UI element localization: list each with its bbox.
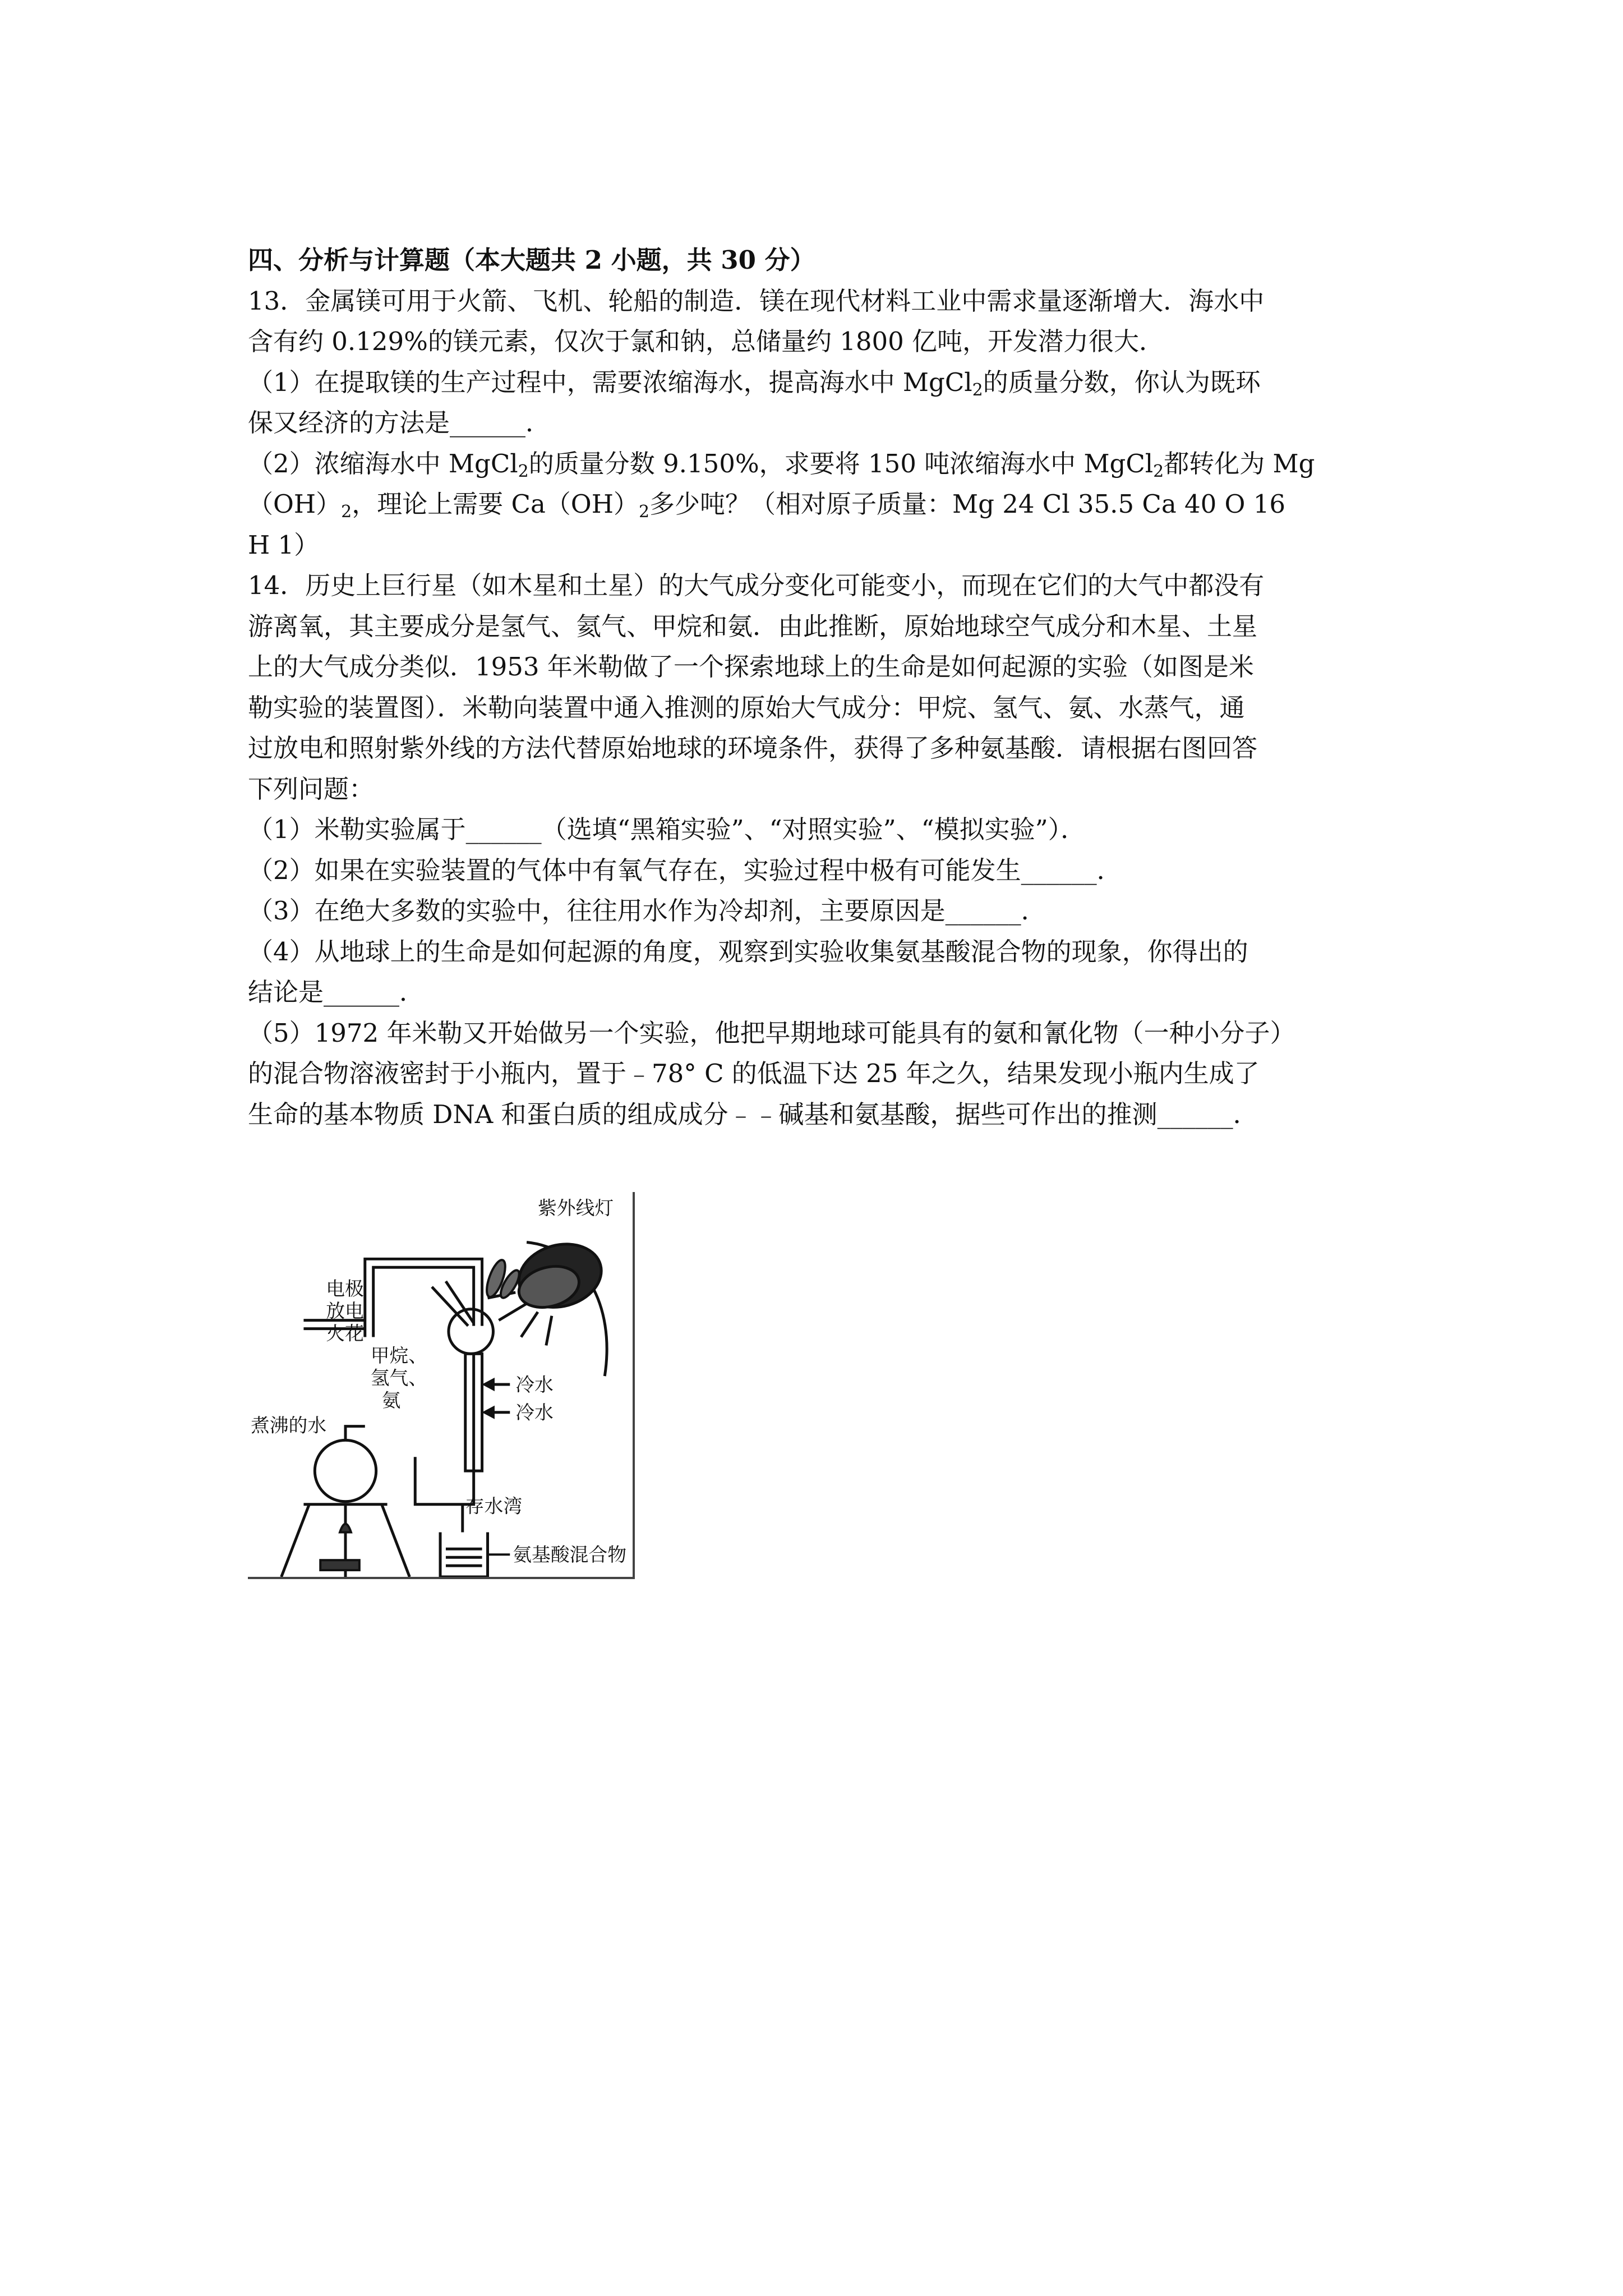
boiling-flask-icon [282, 1427, 410, 1577]
exam-page [248, 240, 1392, 1135]
q13-line-2: 含有约 0.129%的镁元素，仅次于氯和钠，总储量约 1800 亿吨，开发潜力很大． [248, 326, 1165, 356]
label-spark: 火花 [326, 1322, 364, 1345]
label-discharge: 放电 [326, 1300, 364, 1322]
burner-flame-icon [320, 1524, 359, 1571]
q14-part4-line-1: （4）从地球上的生命是如何起源的角度，观察到实验收集氨基酸混合物的现象，你得出的 [248, 936, 1248, 967]
q14-part5-line-1: （5）1972 年米勒又开始做另一个实验，他把早期地球可能具有的氨和氰化物（一种小分子） [248, 1018, 1295, 1048]
label-cold-water-2: 冷水 [515, 1401, 554, 1424]
section-heading: 四、分析与计算题（本大题共 2 小题，共 30 分） [248, 245, 815, 275]
label-methane: 甲烷、 [370, 1345, 428, 1367]
q14-line-4: 勒实验的装置图）．米勒向装置中通入推测的原始大气成分：甲烷、氢气、氨、水蒸气，通 [248, 692, 1245, 723]
label-boiling-water: 煮沸的水 [250, 1414, 327, 1437]
cold-water-arrow-icon [485, 1380, 510, 1417]
miller-apparatus-figure [248, 1192, 635, 1579]
miller-apparatus-diagram [248, 1192, 633, 1577]
q14-line-2: 游离氧，其主要成分是氢气、氦气、甲烷和氨．由此推断，原始地球空气成分和木星、土星 [248, 611, 1258, 641]
uv-lamp-icon [488, 1235, 608, 1376]
label-water-trap: 存水湾 [465, 1495, 523, 1517]
q13-part1-line-1: （1）在提取镁的生产过程中，需要浓缩海水，提高海水中 MgCl$_2$的质量分数，你认为既环 [248, 367, 1261, 400]
q14-part1: （1）米勒实验属于______（选填“黑箱实验”、“对照实验”、“模拟实验”）． [248, 815, 1086, 844]
q14-part4-line-2: 结论是______． [248, 977, 425, 1007]
q14-part5-line-3: 生命的基本物质 DNA 和蛋白质的组成成分﹣﹣碱基和氨基酸，据些可作出的推测______． [248, 1099, 1258, 1129]
q13-part2-line-3: H 1） [248, 530, 320, 560]
beaker-icon [440, 1532, 488, 1577]
label-cold-water-1: 冷水 [515, 1373, 554, 1396]
label-uv-lamp: 紫外线灯 [537, 1197, 614, 1219]
q14-part5-line-2: 的混合物溶液密封于小瓶内，置于﹣78° C 的低温下达 25 年之久，结果发现小瓶内生成了 [248, 1059, 1260, 1088]
q13-part2-line-1: （2）浓缩海水中 MgCl$_2$的质量分数 9.150%，求要将 150 吨浓缩海水中 MgCl$_2$都转化为 Mg [248, 448, 1315, 481]
label-electrode: 电极 [326, 1277, 364, 1300]
q14-part2: （2）如果在实验装置的气体中有氧气存在，实验过程中极有可能发生______． [248, 855, 1122, 885]
q14-line-3: 上的大气成分类似．1953 年米勒做了一个探索地球上的生命是如何起源的实验（如图是米 [248, 652, 1254, 682]
q14-line-1: 14．历史上巨行星（如木星和土星）的大气成分变化可能变小，而现在它们的大气中都没有 [248, 570, 1265, 600]
q14-line-6: 下列问题： [248, 774, 375, 804]
label-amino-mixture: 氨基酸混合物 [513, 1544, 627, 1566]
electrode-spark-icon [483, 1258, 522, 1300]
label-hydrogen: 氢气、 [370, 1367, 428, 1389]
q13-part2-line-2: $(OH)_2$，理论上需要 $Ca(OH)_2$多少吨？（相对原子质量：Mg 24 Cl 35.5 Ca 40 O 16 [248, 489, 1285, 522]
q14-part3: （3）在绝大多数的实验中，往往用水作为冷却剂，主要原因是______． [248, 896, 1046, 926]
q13-part1-line-2: 保又经济的方法是______． [248, 408, 551, 438]
q13-line-1: 13．金属镁可用于火箭、飞机、轮船的制造．镁在现代材料工业中需求量逐渐增大．海水中 [248, 286, 1265, 316]
label-ammonia: 氨 [381, 1389, 401, 1411]
q14-line-5: 过放电和照射紫外线的方法代替原始地球的环境条件，获得了多种氨基酸．请根据右图回答 [248, 733, 1258, 763]
